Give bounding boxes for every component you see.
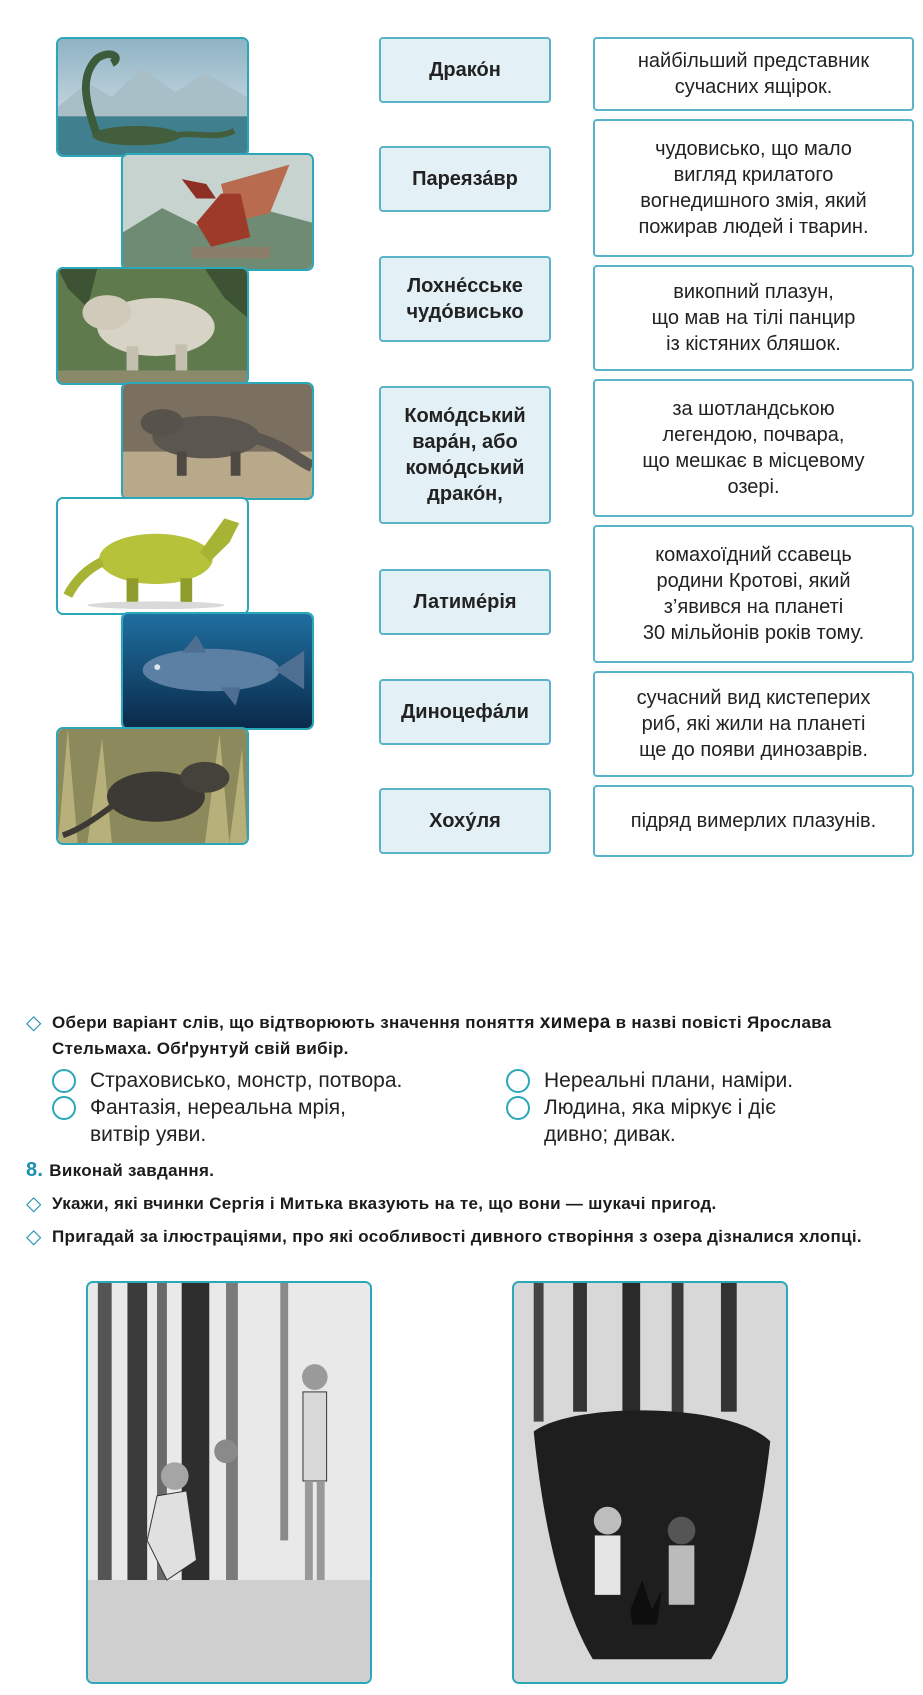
task-8-heading [26,1157,896,1184]
subtask-1-text: Укажи, які вчинки Сергія і Митька вказують на те, що вони — шукачі пригод. [52,1194,717,1213]
definition-6: сучасний вид кистеперих риб, які жили на планеті ще до появи динозаврів. [593,671,914,777]
definition-5: комахоїдний ссавець родини Кротові, який з’явився на планеті 30 мільйонів років тому. [593,525,914,663]
definition-2: чудовисько, що мало вигляд крилатого вогнедишного змія, який пожирав людей і тварин. [593,119,914,257]
term-dinocephalians: Диноцефа́ли [379,679,551,745]
option-3-label: Нереальні плани, наміри. [544,1069,794,1092]
option-2[interactable] [52,1094,492,1148]
term-dragon: Драко́н [379,37,551,103]
radio-circle-icon[interactable] [506,1096,530,1120]
option-3[interactable] [506,1067,906,1094]
boys-in-forest-illustration [86,1281,372,1684]
definition-4: за шотландською легендою, почвара, що мешкає в місцевому озері. [593,379,914,517]
task-choose-meaning [26,1010,896,1062]
dragon-picture [121,153,314,271]
task-8-label: Виконай завдання. [49,1161,215,1180]
task-keyword: химера [539,1012,611,1033]
task-text-before: Обери варіант слів, що відтворюють значення поняття [52,1013,540,1032]
option-2-label: Фантазія, нереальна мрія, витвір уяви. [90,1096,347,1146]
definition-1: найбільший представник сучасних ящірок. [593,37,914,111]
option-4[interactable] [506,1094,906,1148]
desman-picture [56,727,249,845]
coelacanth-picture [121,612,314,730]
diamond-bullet-icon: ◇ [26,1012,42,1034]
boys-at-lake-illustration [512,1281,788,1684]
definition-3: викопний плазун, що мав на тілі панцир із кістяних бляшок. [593,265,914,371]
task-number: 8. [26,1159,44,1181]
option-4-label: Людина, яка міркує і діє дивно; дивак. [544,1096,776,1146]
komodo-dragon-picture [121,382,314,500]
dinocephalian-picture [56,267,249,385]
radio-circle-icon[interactable] [52,1069,76,1093]
option-1[interactable] [52,1067,492,1094]
subtask-1 [26,1191,896,1217]
subtask-2 [26,1224,896,1250]
option-1-label: Страховисько, монстр, потвора. [90,1069,403,1092]
lake-monster-picture [56,37,249,157]
term-latimeria: Латиме́рія [379,569,551,635]
term-komodo-dragon: Комо́дський вара́н, або комо́дський драко́н, [379,386,551,524]
task-text-after: в назві повісті Ярослава Стельмаха. Обґрунтуй свій вибір. [52,1013,832,1058]
definition-7: підряд вимерлих плазунів. [593,785,914,857]
term-loch-ness-monster: Лохне́сське чудо́висько [379,256,551,342]
diamond-bullet-icon: ◇ [26,1193,42,1215]
term-pareiasaur: Пареяза́вр [379,146,551,212]
subtask-2-text: Пригадай за ілюстраціями, про які особливості дивного створіння з озера дізналися хлопці. [52,1227,862,1246]
pareiasaur-picture [56,497,249,615]
radio-circle-icon[interactable] [506,1069,530,1093]
radio-circle-icon[interactable] [52,1096,76,1120]
diamond-bullet-icon: ◇ [26,1226,42,1248]
term-desman: Хоху́ля [379,788,551,854]
